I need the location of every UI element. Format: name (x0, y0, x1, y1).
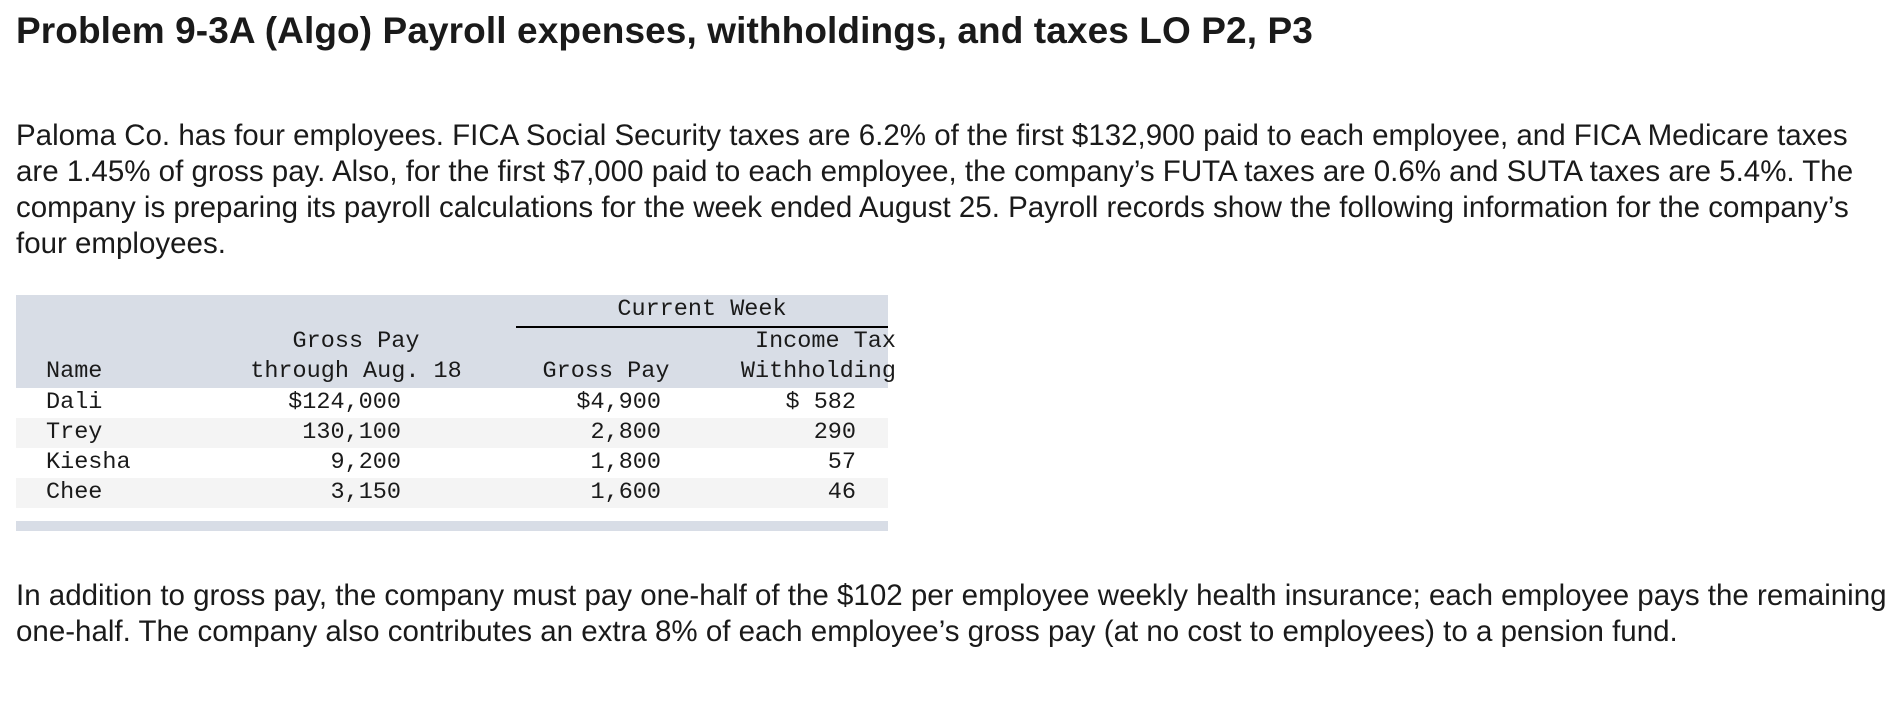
table-cell-gross-pay: 1,600 (590, 479, 661, 506)
table-cell-name: Dali (46, 389, 103, 416)
col-header-gross-through-line1: Gross Pay (292, 328, 420, 355)
col-header-name: Name (46, 358, 103, 385)
table-cell-gross-through: 3,150 (330, 479, 401, 506)
table-cell-income-tax: $ 582 (785, 389, 856, 416)
table-cell-gross-pay: 1,800 (590, 449, 661, 476)
table-cell-name: Chee (46, 479, 103, 506)
table-cell-income-tax: 290 (813, 419, 856, 446)
table-cell-gross-pay: 2,800 (590, 419, 661, 446)
intro-paragraph: Paloma Co. has four employees. FICA Social Security taxes are 6.2% of the first $132,900 paid to each employee, and FICA Medicare taxes are 1.45% of gross pay. Also, for the first $7,000 paid to each employee, the company’s FUTA taxes are 0.6% and SUTA taxes are 5.4%. The company is preparing its payroll calculations for the week ended August 25. Payroll records show the following information for the company’s four employees. (16, 119, 1854, 260)
table-cell-income-tax: 57 (827, 449, 856, 476)
table-cell-gross-through: $124,000 (288, 389, 401, 416)
table-cell-income-tax: 46 (827, 479, 856, 506)
outro-paragraph: In addition to gross pay, the company must pay one-half of the $102 per employee weekly health insurance; each employee pays the remaining one-half. The company also contributes an extra 8% of each employee’s gross pay (at no cost to employees) to a pension fund. (16, 579, 1887, 648)
table-cell-gross-pay: $4,900 (576, 389, 661, 416)
table-cell-name: Trey (46, 419, 103, 446)
col-header-gross-pay: Gross Pay (542, 358, 670, 385)
problem-title: Problem 9-3A (Algo) Payroll expenses, withholdings, and taxes LO P2, P3 (16, 10, 1313, 51)
col-header-gross-through-line2: through Aug. 18 (250, 358, 462, 385)
current-week-header: Current Week (617, 296, 787, 323)
col-header-income-tax-line1: Income Tax (754, 328, 896, 355)
col-header-income-tax-line2: Withholding (740, 358, 896, 385)
table-cell-name: Kiesha (46, 449, 131, 476)
table-cell-gross-through: 9,200 (330, 449, 401, 476)
table-cell-gross-through: 130,100 (302, 419, 401, 446)
table-footer-bar (16, 521, 888, 531)
payroll-table (16, 295, 896, 531)
